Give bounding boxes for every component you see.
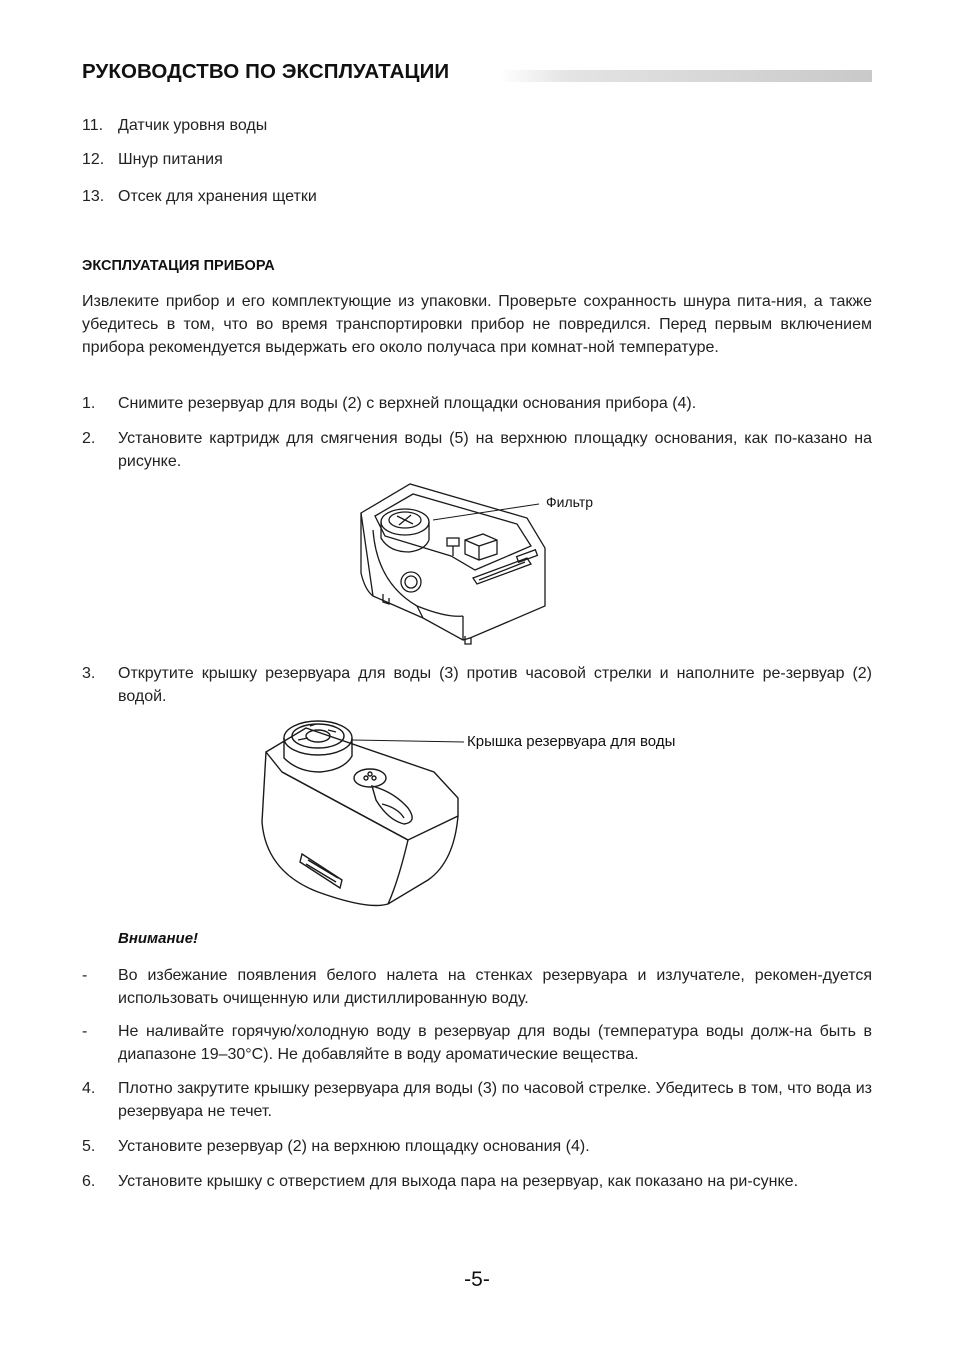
item-number: 12.	[82, 151, 105, 168]
step-number: 3.	[82, 665, 96, 682]
water-tank-drawing	[258, 712, 470, 912]
step-text: Установите резервуар (2) на верхнюю площадку основания (4).	[118, 1138, 590, 1155]
step-text: Снимите резервуар для воды (2) с верхней площадки основания прибора (4).	[118, 395, 697, 412]
step-item	[82, 1077, 872, 1123]
header-gradient-bar	[500, 70, 872, 82]
step-text: Установите картридж для смягчения воды (5) на верхнюю площадку основания, как по-казано на рисунке.	[118, 430, 872, 470]
item-text: Шнур питания	[118, 151, 223, 168]
step-text: Установите крышку с отверстием для выхода пара на резервуар, как показано на ри-сунке.	[118, 1173, 799, 1190]
step-number: 4.	[82, 1080, 96, 1097]
tank-cap-label: Крышка резервуара для воды	[467, 733, 676, 750]
step-text: Открутите крышку резервуара для воды (3) против часовой стрелки и наполните ре-зервуар (2) водой.	[118, 665, 872, 705]
filter-label: Фильтр	[546, 494, 594, 510]
parts-list-item	[82, 185, 872, 208]
page-header	[82, 60, 872, 90]
page-number: -5-	[464, 1268, 490, 1291]
attention-item	[82, 1020, 872, 1066]
attention-heading: Внимание!	[118, 930, 199, 947]
attention-text: Во избежание появления белого налета на стенках резервуара и излучателе, рекомен-дуется использовать очищенную или дистиллированную воду.	[118, 967, 872, 1007]
attention-item	[82, 964, 872, 1010]
step-item	[82, 1170, 872, 1193]
attention-text: Не наливайте горячую/холодную воду в резервуар для воды (температура воды долж-на быть в диапазоне 19–30°C). Не добавляйте в воду ароматические вещества.	[118, 1023, 872, 1063]
item-number: 11.	[82, 117, 104, 134]
item-text: Датчик уровня воды	[118, 117, 268, 134]
step-number: 1.	[82, 395, 96, 412]
step-item	[82, 1135, 872, 1158]
item-text: Отсек для хранения щетки	[118, 188, 317, 205]
bullet-dash: -	[82, 1023, 88, 1040]
section-heading: ЭКСПЛУАТАЦИЯ ПРИБОРА	[82, 258, 275, 274]
item-number: 13.	[82, 188, 105, 205]
intro-paragraph: Извлеките прибор и его комплектующие из упаковки. Проверьте сохранность шнура пита-ния, а также убедитесь в том, что во время транспортировки прибор не повредился. Перед первым включением прибора рекомендуется выдержать его около получаса при комнат-ной температуре.	[82, 293, 872, 356]
step-number: 2.	[82, 430, 96, 447]
bullet-dash: -	[82, 967, 88, 984]
step-item	[82, 662, 872, 708]
step-item	[82, 427, 872, 473]
step-item	[82, 392, 872, 415]
step-text: Плотно закрутите крышку резервуара для воды (3) по часовой стрелке. Убедитесь в том, что вода из резервуара не течет.	[118, 1080, 872, 1120]
parts-list-item	[82, 114, 872, 137]
figure-water-tank	[258, 712, 470, 912]
step-number: 5.	[82, 1138, 96, 1155]
step-number: 6.	[82, 1173, 96, 1190]
header-title: РУКОВОДСТВО ПО ЭКСПЛУАТАЦИИ	[82, 60, 450, 83]
parts-list-item	[82, 148, 872, 171]
